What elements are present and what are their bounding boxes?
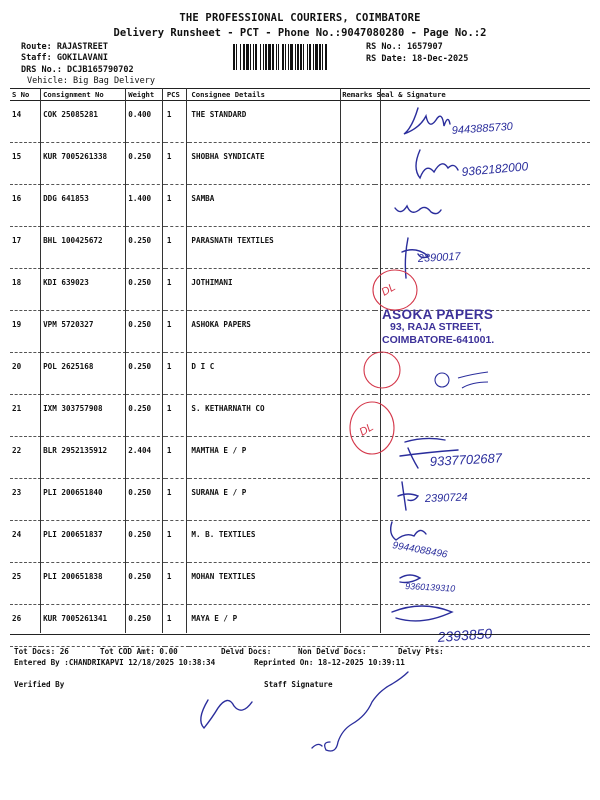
remarks-cell — [340, 563, 374, 605]
col-consignee-header: Consignee Details — [189, 89, 340, 101]
company-stamp — [382, 308, 494, 347]
remarks-cell — [340, 227, 374, 269]
row-sno: 17 — [10, 227, 41, 269]
row-sno: 26 — [10, 605, 41, 647]
col-divider — [162, 88, 163, 633]
handwritten-phone-row26: 2393850 — [437, 625, 493, 645]
weight: 0.250 — [126, 395, 165, 437]
consignment-no: VPM 5720327 — [41, 311, 126, 353]
row-sno: 23 — [10, 479, 41, 521]
remarks-cell — [340, 269, 374, 311]
handwritten-phone-row22: 9337702687 — [429, 450, 503, 469]
consignment-no: BLR 2952135912 — [41, 437, 126, 479]
seal-signature-cell — [375, 605, 590, 647]
handwritten-phone-row24: 9944088496 — [391, 540, 449, 561]
handwritten-phone-row17: 2390017 — [417, 250, 461, 265]
pcs-count: 1 — [165, 101, 190, 143]
table-row — [10, 185, 590, 227]
seal-signature-cell — [375, 185, 590, 227]
report-title: THE PROFESSIONAL COURIERS, COIMBATORE — [179, 12, 421, 24]
row-sno: 14 — [10, 101, 41, 143]
report-subtitle: Delivery Runsheet - PCT - Phone No.:9047080280 - Page No.:2 — [113, 27, 487, 39]
stamp-name: ASOKA PAPERS — [382, 307, 494, 322]
table-row — [10, 521, 590, 563]
remarks-cell — [340, 437, 374, 479]
consignment-no: BHL 100425672 — [41, 227, 126, 269]
staff-label: Staff: GOKILAVANI — [21, 53, 108, 63]
consignee-name: PARASNATH TEXTILES — [189, 227, 340, 269]
pcs-count: 1 — [165, 521, 190, 563]
rs-number: RS No.: 1657907 — [366, 42, 443, 52]
handwritten-phone-row15: 9362182000 — [461, 159, 529, 179]
consignee-name: SAMBA — [189, 185, 340, 227]
consignment-no: KDI 639023 — [41, 269, 126, 311]
consignment-no: IXM 303757908 — [41, 395, 126, 437]
col-seal-header: Seal & Signature — [375, 89, 590, 101]
consignee-name: MAMTHA E / P — [189, 437, 340, 479]
staff-signature-label: Staff Signature — [264, 680, 333, 689]
pcs-count: 1 — [165, 185, 190, 227]
consignment-no: COK 25085281 — [41, 101, 126, 143]
weight: 0.250 — [126, 563, 165, 605]
footer-divider — [10, 634, 590, 635]
non-delivered-docs: Non Delvd Docs: — [298, 647, 367, 656]
row-sno: 24 — [10, 521, 41, 563]
row-sno: 18 — [10, 269, 41, 311]
col-sno-header: S No — [10, 89, 41, 101]
weight: 0.250 — [126, 227, 165, 269]
seal-signature-cell — [375, 101, 590, 143]
table-row — [10, 311, 590, 353]
consignment-no: PLI 200651838 — [41, 563, 126, 605]
delivered-docs: Delvd Docs: — [221, 647, 272, 656]
remarks-cell — [340, 101, 374, 143]
pcs-count: 1 — [165, 353, 190, 395]
seal-signature-cell — [375, 437, 590, 479]
row-sno: 16 — [10, 185, 41, 227]
row-sno: 25 — [10, 563, 41, 605]
svg-text:DL: DL — [379, 281, 398, 299]
row-sno: 22 — [10, 437, 41, 479]
table-row — [10, 353, 590, 395]
table-row — [10, 143, 590, 185]
stamp-street: 93, RAJA STREET, — [390, 321, 482, 333]
consignee-name: THE STANDARD — [189, 101, 340, 143]
consignee-name: M. B. TEXTILES — [189, 521, 340, 563]
col-divider — [125, 88, 126, 633]
col-divider — [380, 88, 381, 633]
remarks-cell — [340, 605, 374, 647]
consignment-no: POL 2625168 — [41, 353, 126, 395]
consignment-no: DDG 641853 — [41, 185, 126, 227]
seal-signature-cell — [375, 143, 590, 185]
row-sno: 19 — [10, 311, 41, 353]
table-row — [10, 101, 590, 143]
entered-by: Entered By :CHANDRIKAPVI 12/18/2025 10:38:34 — [14, 658, 216, 667]
weight: 0.250 — [126, 269, 165, 311]
consignment-no: KUR 7005261341 — [41, 605, 126, 647]
weight: 0.250 — [126, 143, 165, 185]
weight: 0.250 — [126, 479, 165, 521]
handwritten-phone-row14: 9443885730 — [451, 120, 514, 137]
route-label: Route: RAJASTREET — [21, 42, 108, 52]
table-row — [10, 479, 590, 521]
table-header-row — [10, 89, 590, 101]
seal-signature-cell — [375, 563, 590, 605]
weight: 0.250 — [126, 311, 165, 353]
col-weight-header: Weight — [126, 89, 165, 101]
seal-signature-cell — [375, 521, 590, 563]
pcs-count: 1 — [165, 437, 190, 479]
consignee-name: S. KETHARNATH CO — [189, 395, 340, 437]
col-pcs-header: PCS — [165, 89, 190, 101]
seal-signature-cell — [375, 353, 590, 395]
runsheet-table — [10, 88, 590, 647]
table-row — [10, 227, 590, 269]
col-remarks-header: Remarks — [342, 90, 373, 99]
drs-number: DRS No.: DCJB165790702 — [21, 65, 134, 75]
col-divider — [40, 88, 41, 633]
remarks-cell — [340, 521, 374, 563]
seal-signature-cell — [375, 479, 590, 521]
seal-signature-cell — [375, 227, 590, 269]
consignment-no: PLI 200651840 — [41, 479, 126, 521]
svg-text:DL: DL — [357, 421, 376, 439]
pcs-count: 1 — [165, 227, 190, 269]
remarks-cell — [340, 479, 374, 521]
table-row — [10, 395, 590, 437]
rs-date: RS Date: 18-Dec-2025 — [366, 54, 469, 64]
delivery-points: Delvy Pts: — [398, 647, 444, 656]
consignee-name: MOHAN TEXTILES — [189, 563, 340, 605]
col-divider — [340, 88, 341, 633]
pcs-count: 1 — [165, 311, 190, 353]
remarks-cell — [340, 395, 374, 437]
barcode-image — [233, 44, 361, 70]
weight: 2.404 — [126, 437, 165, 479]
seal-signature-cell — [375, 269, 590, 311]
weight: 0.400 — [126, 101, 165, 143]
row-sno: 15 — [10, 143, 41, 185]
table-row — [10, 605, 590, 647]
pcs-count: 1 — [165, 395, 190, 437]
weight: 0.250 — [126, 605, 165, 647]
weight: 0.250 — [126, 521, 165, 563]
handwritten-phone-row25: 9360139310 — [404, 581, 456, 594]
weight: 0.250 — [126, 353, 165, 395]
pcs-count: 1 — [165, 605, 190, 647]
consignee-name: SURANA E / P — [189, 479, 340, 521]
total-docs: Tot Docs: 26 — [14, 647, 69, 656]
reprinted-on: Reprinted On: 18-12-2025 10:39:11 — [254, 658, 405, 667]
total-cod-amount: Tot COD Amt: 0.00 — [100, 647, 178, 656]
table-row — [10, 437, 590, 479]
table-row — [10, 563, 590, 605]
pcs-count: 1 — [165, 269, 190, 311]
pcs-count: 1 — [165, 479, 190, 521]
pcs-count: 1 — [165, 563, 190, 605]
remarks-cell — [340, 185, 374, 227]
seal-signature-cell — [375, 395, 590, 437]
consignee-name: D I C — [189, 353, 340, 395]
vehicle-label: Vehicle: Big Bag Delivery — [27, 76, 155, 86]
consignee-name: SHOBHA SYNDICATE — [189, 143, 340, 185]
row-sno: 20 — [10, 353, 41, 395]
remarks-cell — [340, 143, 374, 185]
consignee-name: MAYA E / P — [189, 605, 340, 647]
remarks-cell — [340, 311, 374, 353]
staff-signature-scribble — [201, 700, 252, 728]
handwritten-phone-row23: 2390724 — [424, 491, 468, 505]
stamp-city: COIMBATORE-641001. — [382, 334, 495, 346]
col-consignment-header: Consignment No — [41, 89, 126, 101]
col-divider — [186, 88, 187, 633]
pcs-count: 1 — [165, 143, 190, 185]
remarks-cell — [340, 353, 374, 395]
row-sno: 21 — [10, 395, 41, 437]
table-row — [10, 269, 590, 311]
consignment-no: PLI 200651837 — [41, 521, 126, 563]
consignee-name: JOTHIMANI — [189, 269, 340, 311]
consignment-no: KUR 7005261338 — [41, 143, 126, 185]
verified-by-label: Verified By — [14, 680, 65, 689]
consignee-name: ASHOKA PAPERS — [189, 311, 340, 353]
weight: 1.400 — [126, 185, 165, 227]
